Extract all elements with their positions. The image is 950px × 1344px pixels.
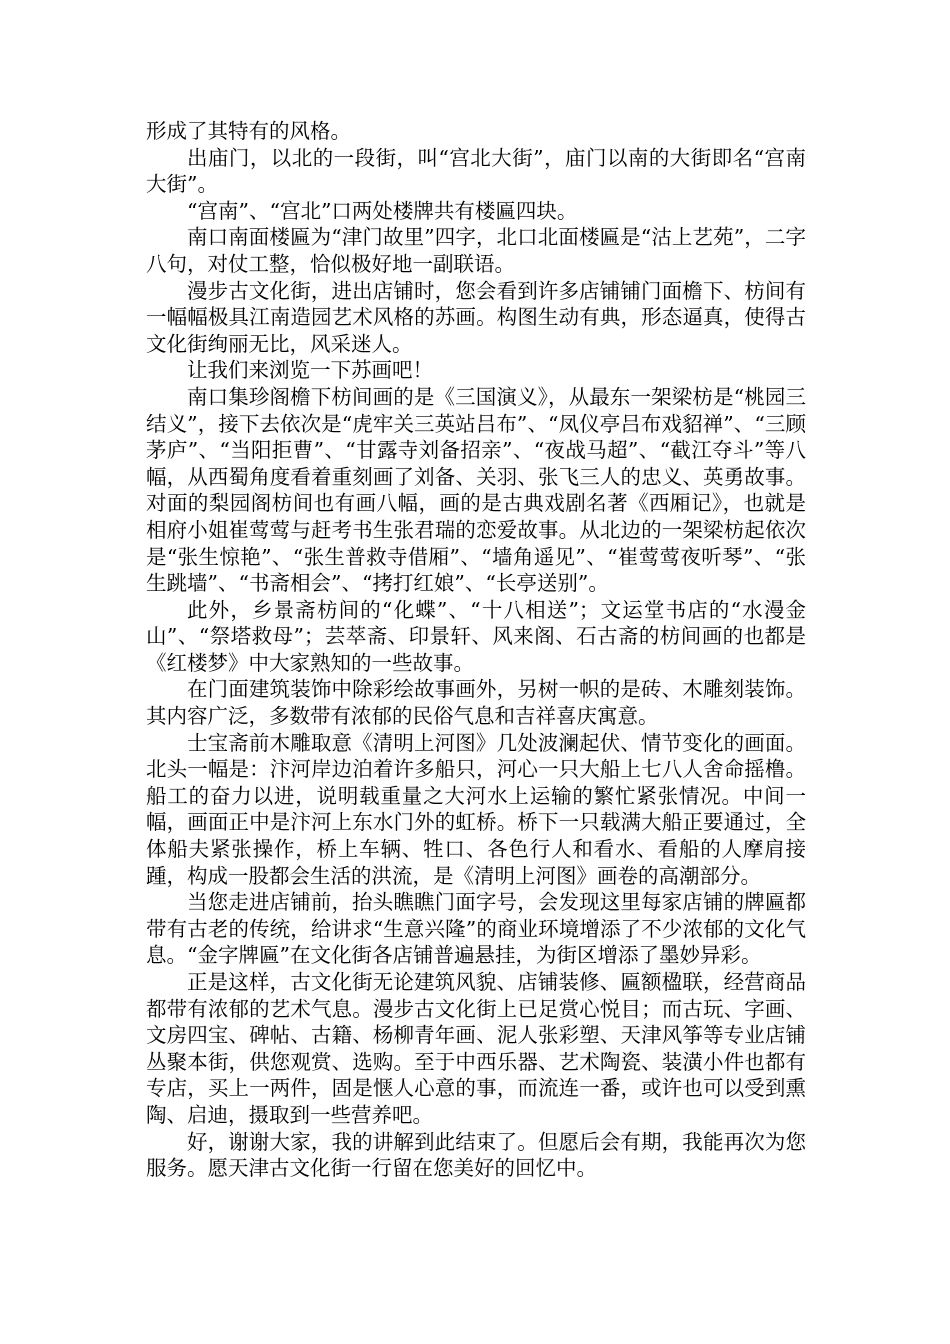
paragraph: 此外，乡景斋枋间的“化蝶”、“十八相送”；文运堂书店的“水漫金山”、“祭塔救母”；芸萃斋、印景轩、风来阁、石古斋的枋间画的也都是《红楼梦》中大家熟知的一些故事。 — [146, 597, 806, 675]
paragraph: 南口南面楼匾为“津门故里”四字，北口北面楼匾是“沽上艺苑”，二字八句，对仗工整，恰似极好地一副联语。 — [146, 225, 806, 276]
paragraph: 南口集珍阁檐下枋间画的是《三国演义》，从最东一架梁枋是“桃园三结义”，接下去依次是“虎牢关三英站吕布”、“凤仪亭吕布戏貂禅”、“三顾茅庐”、“当阳拒曹”、“甘露寺刘备招亲”、“夜战马超”、“截江夺斗”等八幅，从西蜀角度看着重刻画了刘备、关羽、张飞三人的忠义、英勇故事。对面的梨园阁枋间也有画八幅，画的是古典戏剧名著《西厢记》，也就是相府小姐崔莺莺与赶考书生张君瑞的恋爱故事。从北边的一架梁枋起依次是“张生惊艳”、“张生普救寺借厢”、“墙角遥见”、“崔莺莺夜听琴”、“张生跳墙”、“书斋相会”、“拷打红娘”、“长亭送别”。 — [146, 384, 806, 596]
document-body — [146, 118, 806, 1182]
paragraph: “宫南”、“宫北”口两处楼牌共有楼匾四块。 — [187, 198, 578, 223]
paragraph: 漫步古文化街，进出店铺时，您会看到许多店铺铺门面檐下、枋间有一幅幅极具江南造园艺术风格的苏画。构图生动有典，形态逼真，使得古文化街绚丽无比，风采迷人。 — [146, 278, 806, 356]
paragraph: 当您走进店铺前，抬头瞧瞧门面字号，会发现这里每家店铺的牌匾都带有古老的传统，给讲求“生意兴隆”的商业环境增添了不少浓郁的文化气息。“金字牌匾”在文化街各店铺普遍悬挂，为街区增添了墨妙异彩。 — [146, 890, 806, 968]
paragraph: 出庙门，以北的一段街，叫“宫北大街”，庙门以南的大街即名“宫南大街”。 — [146, 145, 806, 197]
paragraph: 让我们来浏览一下苏画吧！ — [187, 358, 433, 383]
paragraph: 士宝斋前木雕取意《清明上河图》几处波澜起伏、情节变化的画面。北头一幅是：汴河岸边泊着许多船只，河心一只大船上七八人舍命摇橹。船工的奋力以进，说明载重量之大河水上运输的繁忙紧张情况。中间一幅，画面正中是汴河上东水门外的虹桥。桥下一只载满大船正要通过，全体船夫紧张操作，桥上车辆、牲口、各色行人和看水、看船的人摩肩接踵，构成一股都会生活的洪流，是《清明上河图》画卷的高潮部分。 — [146, 730, 806, 888]
paragraph-continuation: 形成了其特有的风格。 — [146, 119, 351, 143]
paragraph: 正是这样，古文化街无论建筑风貌、店铺装修、匾额楹联，经营商品都带有浓郁的艺术气息。漫步古文化街上已足赏心悦目；而古玩、字画、文房四宝、碑帖、古籍、杨柳青年画、泥人张彩塑、天津风筝等专业店铺丛聚本街，供您观赏、选购。至于中西乐器、艺术陶瓷、装潢小件也都有专店，买上一两件，固是惬人心意的事，而流连一番，或许也可以受到熏陶、启迪，摄取到一些营养吧。 — [146, 970, 806, 1127]
paragraph: 好，谢谢大家，我的讲解到此结束了。但愿后会有期，我能再次为您服务。愿天津古文化街一行留在您美好的回忆中。 — [146, 1129, 806, 1181]
paragraph: 在门面建筑装饰中除彩绘故事画外，另树一帜的是砖、木雕刻装饰。其内容广泛，多数带有浓郁的民俗气息和吉祥喜庆寓意。 — [146, 677, 806, 729]
